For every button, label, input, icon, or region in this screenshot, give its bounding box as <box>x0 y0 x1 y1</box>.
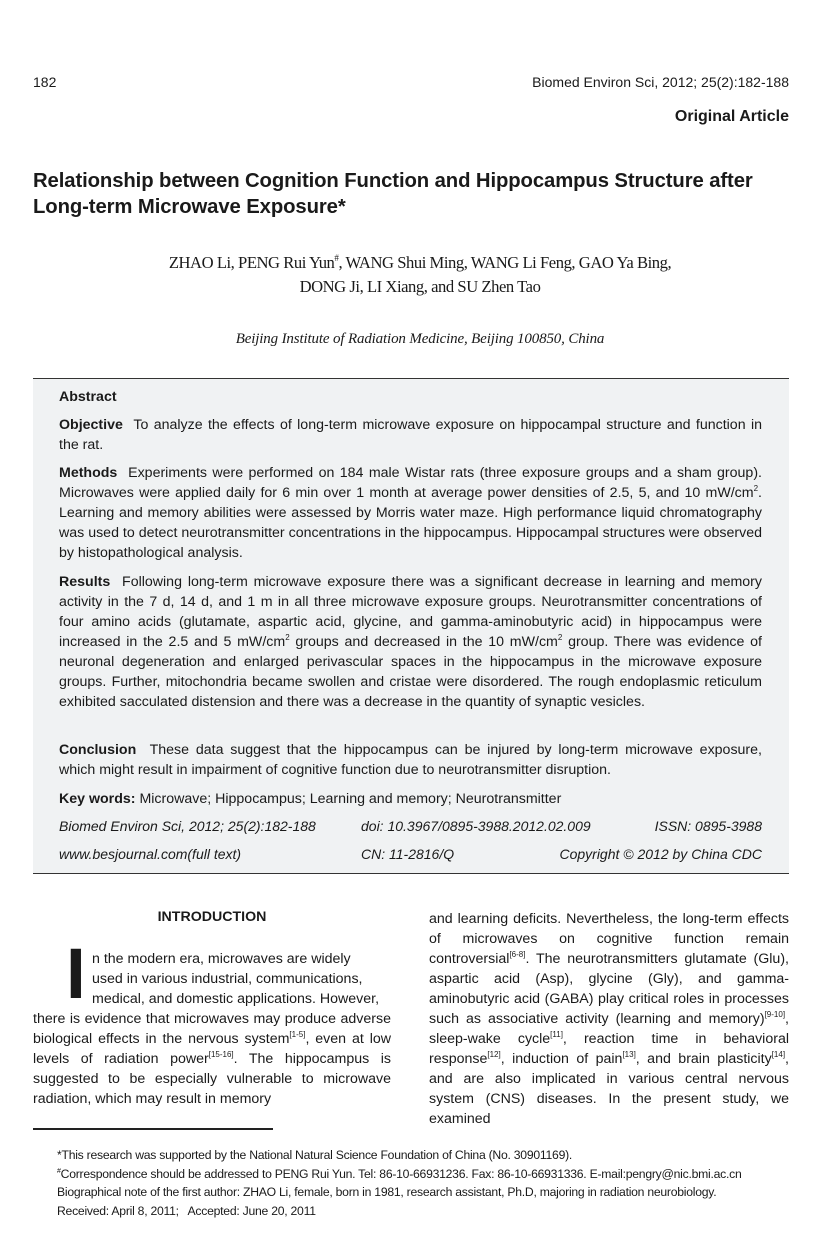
authors-line-1b: , WANG Shui Ming, WANG Li Feng, GAO Ya Bing, <box>338 253 672 272</box>
drop-cap: I <box>66 935 86 1014</box>
abstract-conclusion: Conclusion These data suggest that the hippocampus can be injured by long-term microwave exposure, which might result in impairment of cognitive function due to neurotransmitter disruption. <box>59 742 762 778</box>
citation-ref: [13] <box>622 1050 636 1059</box>
title-line-1: Relationship between Cognition Function and Hippocampus Structure after <box>33 170 753 192</box>
footnotes <box>57 1146 817 1220</box>
citation-ref: [15-16] <box>208 1050 234 1059</box>
abstract-objective: Objective To analyze the effects of long-term microwave exposure on hippocampal structure and function in the rat. <box>59 417 762 453</box>
citation-ref: [1-5] <box>289 1030 306 1039</box>
intro-right-column: and learning deficits. Nevertheless, the long-term effects of microwaves on cognitive function remain controversial[6-8]. The neurotransmitters glutamate (Glu), aspartic acid (Asp), glycine (Gly), and gamma-aminobutyric acid (GABA) play critical roles in processes such as associative activity (learning and memory)[9-10], sleep-wake cycle[11], reaction time in behavioral response[12], induction of pain[13], and brain plasticity[14], and are also implicated in various central nervous system (CNS) diseases. In the present study, we examined <box>429 911 789 1127</box>
abstract-keywords: Key words: Microwave; Hippocampus; Learning and memory; Neurotransmitter <box>59 791 562 807</box>
authors-line-2: DONG Ji, LI Xiang, and SU Zhen Tao <box>299 277 541 296</box>
intro-line-2: used in various industrial, communications, <box>92 971 363 987</box>
intro-text-a: there is evidence that microwaves may produce adverse biological effects in the nervous system <box>33 1011 391 1047</box>
corresponding-mark: # <box>334 253 339 263</box>
website: www.besjournal.com(full text) <box>59 846 242 862</box>
author-list <box>0 251 840 299</box>
authors-line-1a: ZHAO Li, PENG Rui Yun <box>168 253 335 272</box>
footnote-dates: Received: April 8, 2011; Accepted: June 20, 2011 <box>57 1203 316 1218</box>
intro-text-b: , even at low levels of radiation power <box>33 1031 391 1067</box>
footnote-divider <box>33 1128 273 1130</box>
copyright: Copyright © 2012 by China CDC <box>559 846 762 862</box>
abstract-heading: Abstract <box>59 389 117 405</box>
abstract-box <box>33 378 789 874</box>
page-number: 182 <box>33 74 57 90</box>
footnote-correspondence: #Correspondence should be addressed to PENG Rui Yun. Tel: 86-10-66931236. Fax: 86-10-66931336. E-mail:pengry@nic.bmi.ac.cn <box>57 1166 742 1181</box>
section-heading-introduction: INTRODUCTION <box>157 909 267 925</box>
intro-line-1: n the modern era, microwaves are widely <box>92 951 351 967</box>
citation: Biomed Environ Sci, 2012; 25(2):182-188 <box>59 818 316 834</box>
affiliation: Beijing Institute of Radiation Medicine, Beijing 100850, China <box>235 331 605 347</box>
citation-ref: [14] <box>771 1050 786 1059</box>
issn: ISSN: 0895-3988 <box>654 818 762 834</box>
paper-title <box>33 168 793 220</box>
cn-number: CN: 11-2816/Q <box>361 846 455 862</box>
title-line-2: Long-term Microwave Exposure* <box>33 196 346 218</box>
citation-ref: [9-10] <box>764 1010 786 1019</box>
intro-line-3: medical, and domestic applications. However, <box>92 991 380 1007</box>
footnote-bio: Biographical note of the first author: ZHAO Li, female, born in 1981, research assistant, Ph.D, majoring in radiation neurobiology. <box>57 1185 717 1199</box>
article-type: Original Article <box>674 108 789 125</box>
intro-left-column <box>33 949 391 1109</box>
footnote-funding: *This research was supported by the National Natural Science Foundation of China (No. 30901169). <box>57 1148 573 1162</box>
abstract-results: Results Following long-term microwave exposure there was a significant decrease in learning and memory activity in the 7 d, 14 d, and 1 m in all three microwave exposure groups. Neurotransmitter concentrations of four amino acids (glutamate, aspartic acid, glycine, and gamma-aminobutyric acid) in hippocampus were increased in the 2.5 and 5 $mW/cm^2$ groups and decreased in the 10 $mW/cm^2$ group. There was evidence of neuronal degeneration and enlarged perivascular spaces in the hippocampus in the microwave exposure groups. Further, mitochondria became swollen and cristae were disordered. The rough endoplasmic reticulum exhibited sacculated distension and there was a decrease in the quantity of synaptic vesicles. <box>59 574 762 710</box>
abstract-methods: Methods Experiments were performed on 184 male Wistar rats (three exposure groups and a sham group). Microwaves were applied daily for 6 min over 1 month at average power densities of 2.5, 5, and 10 $mW/cm^2$. Learning and memory abilities were assessed by Morris water maze. High performance liquid chromatography was used to detect neurotransmitter concentrations in the hippocampus. Hippocampal structures were observed by histopathological analysis. <box>59 465 762 561</box>
journal-reference: Biomed Environ Sci, 2012; 25(2):182-188 <box>532 74 789 90</box>
citation-ref: [11] <box>550 1030 563 1039</box>
citation-ref: [12] <box>487 1050 501 1059</box>
doi: doi: 10.3967/0895-3988.2012.02.009 <box>361 818 591 834</box>
intro-text-c: . The hippocampus is suggested to be especially vulnerable to microwave radiation, which may result in memory <box>33 1051 391 1107</box>
citation-ref: [6-8] <box>509 950 526 959</box>
